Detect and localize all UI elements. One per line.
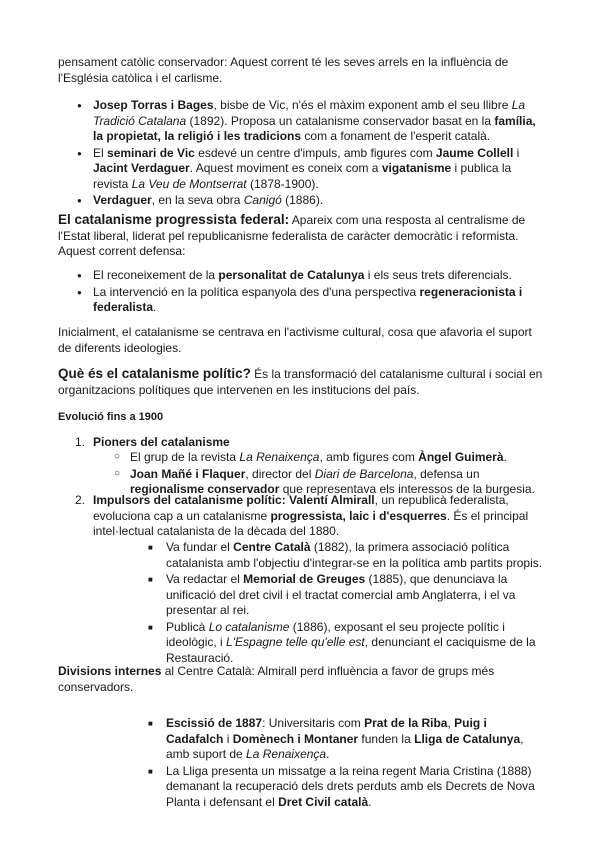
evolution-item-1 (75, 435, 543, 451)
section-heading: Què és el catalanisme polític? (58, 366, 251, 381)
list-item: ● El reconeixement de la personalitat de Catalunya i els seus trets diferencials. (93, 268, 543, 284)
list-item: ■ Va fundar el Centre Català (1882), la primera associació política catalanista amb l'objectiu d'integrar-se en la política amb partits propis. (166, 540, 544, 571)
list-item: ● La intervenció en la política espanyola des d'una perspectiva regeneracionista i federalista. (93, 285, 543, 316)
list-item: ● Josep Torras i Bages, bisbe de Vic, n'és el màxim exponent amb el seu llibre La Tradició Catalana (1892). Proposa un catalanisme conservador basat en la família, la propietat, la religió i les tradicions com a fonament de l'esperit català. (93, 98, 543, 145)
list-item: ● Verdaguer, en la seva obra Canigó (1886). (93, 193, 543, 209)
almirall-list (166, 540, 544, 667)
section-text: al Centre Català: Almirall perd influència a favor de grups més conservadors. (58, 664, 495, 694)
section-heading: El catalanisme progressista federal: (58, 212, 290, 227)
list-number: 1. (75, 435, 86, 449)
section-text: És la transformació del catalanisme cultural i social en organitzacions polítiques que intervenen en les institucions del país. (58, 367, 543, 397)
section-heading: Divisions internes (58, 664, 162, 678)
section-text: Apareix com una resposta al centralisme de l'Estat liberal, liderat pel republicanisme federalista de caràcter democràtic i reformista. Aquest corrent defensa: (58, 213, 526, 258)
item-title: Pioners del catalanisme (93, 435, 230, 449)
divisions-list (166, 716, 544, 811)
list-item: ■ La Lliga presenta un missatge a la reina regent Maria Cristina (1888) demanant la recuperació dels drets perduts amb els Decrets de Nova Planta i defensant el Dret Civil català. (166, 764, 544, 811)
intro-paragraph (58, 55, 544, 86)
list-item: ■ Escissió de 1887: Universitaris com Prat de la Riba, Puig i Cadafalch i Domènech i Montaner funden la Lliga de Catalunya, amb suport de La Renaixença. (166, 716, 544, 763)
list-item: ○ El grup de la revista La Renaixença, amb figures com Àngel Guimerà. (130, 450, 543, 466)
conservative-list (93, 98, 543, 210)
federal-list (93, 268, 543, 317)
list-item: ■ Publicà Lo catalanisme (1886), exposant el seu projecte polític i ideològic, i L'Espagne telle qu'elle est, denunciant el caciquisme de la Restauració. (166, 620, 544, 667)
list-item: ○ Joan Mañé i Flaquer, director del Diari de Barcelona, defensa un regionalisme conservador que representava els interessos de la burgesia. (130, 467, 543, 498)
list-item: ■ Va redactar el Memorial de Greuges (1885), que denunciava la unificació del dret civil i el tractat comercial amb Anglaterra, i el va presentar al rei. (166, 572, 544, 619)
divisions-section (58, 664, 544, 695)
evolution-heading: Evolució fins a 1900 (58, 411, 164, 423)
pioneers-list (130, 450, 543, 499)
political-section (58, 366, 544, 398)
intro-text: pensament catòlic conservador: Aquest corrent té les seves arrels en la influència de l'Església catòlica i el carlisme. (58, 55, 509, 85)
list-item: ● El seminari de Vic esdevé un centre d'impuls, amb figures com Jaume Collell i Jacint Verdaguer. Aquest moviment es coneix com a vigatanisme i publica la revista La Veu de Montserrat (1878-1900). (93, 146, 543, 193)
initially-paragraph: Inicialment, el catalanisme se centrava en l'activisme cultural, cosa que afavoria el suport de diferents ideologies. (58, 325, 532, 355)
federal-section (58, 212, 544, 260)
list-number: 2. (75, 493, 86, 507)
evolution-item-2: 2. Impulsors del catalanisme polític: Valentí Almirall, un republicà federalista, evoluciona cap a un catalanisme progressista, laic i d'esquerres. És el principal intel·lectual catalanista de la dècada del 1880. (75, 493, 529, 538)
